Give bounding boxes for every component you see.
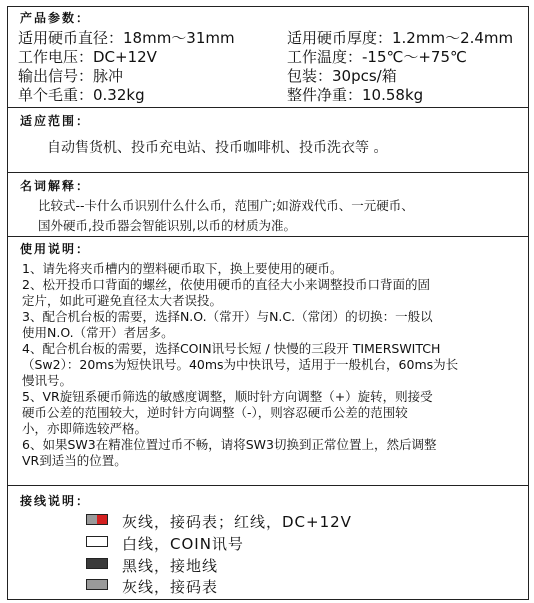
wiring-legend-label: 灰线，接码表；红线，DC+12V xyxy=(122,513,352,531)
usage-line: 硬币公差的范围较大，逆时针方向调整（-），则容忍硬币公差的范围较 xyxy=(22,405,408,420)
divider xyxy=(8,172,528,173)
spec-gross-weight: 单个毛重：0.32kg xyxy=(18,86,145,104)
terms-line: 比较式--卡什么币识别什么什么币，范围广;如游戏代币、一元硬币、 xyxy=(38,198,414,213)
divider xyxy=(8,107,528,108)
wire-swatch-gray-red xyxy=(86,514,108,525)
usage-line: 使用N.O.（常开）者居多。 xyxy=(22,325,174,340)
spec-net-weight: 整件净重：10.58kg xyxy=(287,86,424,104)
spec-packaging: 包装：30pcs/箱 xyxy=(287,67,397,85)
usage-line: 慢讯号。 xyxy=(22,373,73,388)
wire-swatch-white xyxy=(86,536,108,547)
usage-line: 1、请先将夹币槽内的塑料硬币取下，换上要使用的硬币。 xyxy=(22,261,343,276)
usage-line: 4、配合机台板的需要，选择COIN讯号长短 / 快慢的三段开 TIMERSWITCH xyxy=(22,341,441,356)
wiring-title: 接线说明： xyxy=(20,494,91,508)
specs-title: 产品参数： xyxy=(20,11,91,25)
terms-line: 国外硬币,投币器会智能识别,以币的材质为准。 xyxy=(38,218,296,233)
divider xyxy=(8,236,528,237)
usage-line: VR到适当的位置。 xyxy=(22,453,127,468)
usage-title: 使用说明： xyxy=(20,242,91,256)
terms-title: 名词解释： xyxy=(20,179,91,193)
scope-text: 自动售货机、投币充电站、投币咖啡机、投币洗衣等 。 xyxy=(47,140,388,156)
usage-line: 6、如果SW3在精准位置过币不畅，请将SW3切换到正常位置上，然后调整 xyxy=(22,437,437,452)
wire-swatch-gray xyxy=(86,579,108,590)
usage-line: 5、VR旋钮系硬币筛选的敏感度调整，顺时针方向调整（+）旋转，则接受 xyxy=(22,389,433,404)
divider xyxy=(8,485,528,486)
spec-thickness: 适用硬币厚度：1.2mm～2.4mm xyxy=(287,29,514,47)
spec-temperature: 工作温度：-15℃～+75℃ xyxy=(287,48,467,66)
wiring-legend-label: 灰线，接码表 xyxy=(122,578,219,596)
usage-line: 3、配合机台板的需要，选择N.O.（常开）与N.C.（常闭）的切换：一般以 xyxy=(22,309,433,324)
wiring-legend-label: 黑线，接地线 xyxy=(122,557,219,575)
wiring-legend-label: 白线，COIN讯号 xyxy=(122,535,244,553)
scope-title: 适应范围： xyxy=(20,114,91,128)
spec-output-signal: 输出信号：脉冲 xyxy=(18,67,124,85)
spec-sheet xyxy=(7,6,529,600)
usage-line: 小，亦即筛选较严格。 xyxy=(22,421,148,436)
usage-line: 2、松开投币口背面的螺丝，依使用硬币的直径大小来调整投币口背面的固 xyxy=(22,277,430,292)
spec-voltage: 工作电压：DC+12V xyxy=(18,48,157,66)
usage-line: （Sw2）：20ms为短快讯号。40ms为中快讯号，适用于一般机台，60ms为长 xyxy=(22,357,459,372)
spec-diameter: 适用硬币直径：18mm～31mm xyxy=(18,29,235,47)
usage-line: 定片，如此可避免直径太大者误投。 xyxy=(22,293,223,308)
wire-swatch-black xyxy=(86,558,108,569)
